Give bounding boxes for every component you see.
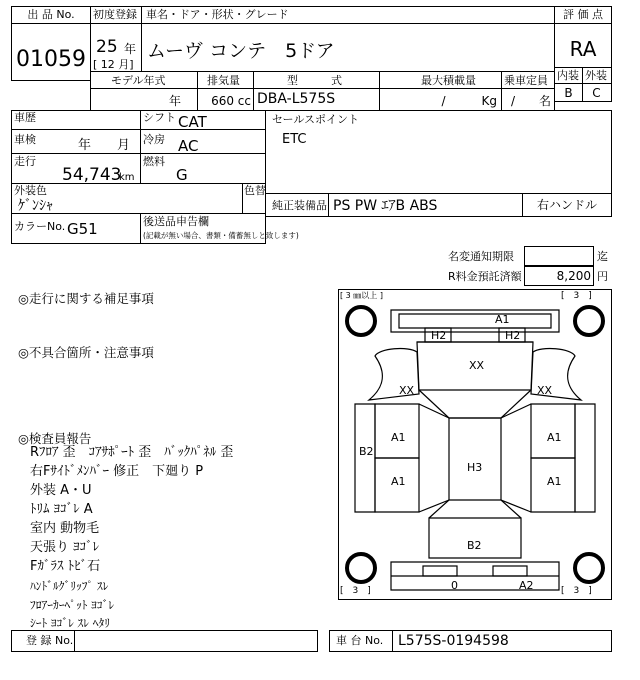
lot-label: 出 品 No.: [27, 8, 75, 21]
interior-label: 内装: [557, 69, 579, 82]
report-line: ﾌﾛｱｰｶｰﾍﾟｯﾄ ﾖｺﾞﾚ: [30, 598, 115, 612]
model-code: DBA-L575S: [257, 91, 336, 107]
report-line: Fｶﾞﾗｽ ﾄﾋﾞ石: [30, 559, 101, 574]
mark-rear-bumper-left: 0: [451, 579, 458, 592]
sales-point-label: セールスポイント: [272, 113, 360, 126]
mileage-value: 54,743: [62, 165, 122, 185]
first-registration-box: [90, 6, 142, 72]
report-line: ﾄﾘﾑ ﾖｺﾞﾚ A: [30, 502, 93, 517]
mark-left-side: B2: [359, 445, 374, 458]
reg-year: 25: [96, 37, 118, 57]
defects-heading: ◎不具合箇所・注意事項: [18, 345, 154, 360]
reg-no-label: 登 録 No.: [26, 634, 74, 647]
inspection-value: 年 月: [78, 138, 131, 153]
equipment-value: PS PW ｴｱB ABS: [333, 198, 438, 214]
equipment-label: 純正装備品: [272, 199, 327, 212]
car-name-label: 車名・ドア・形状・グレード: [146, 8, 289, 21]
report-line: 室内 動物毛: [30, 521, 100, 536]
recycle-field: [524, 266, 594, 286]
report-line: 天張り ﾖｺﾞﾚ: [30, 540, 100, 555]
tire-front-right: [ 3 ]: [561, 291, 592, 301]
history-label: 車歴: [14, 111, 36, 124]
chassis-box: [329, 630, 612, 652]
mark-rear-bumper: A2: [519, 579, 534, 592]
reg-month: [ 12 月]: [93, 58, 134, 71]
report-line: Rﾌﾛｱ 歪 ｺｱｻﾎﾟｰﾄ 歪 ﾊﾞｯｸﾊﾟﾈﾙ 歪: [30, 445, 234, 460]
exterior-color-label: 外装色: [14, 184, 47, 197]
handle-box: [522, 193, 612, 217]
equipment-box: [265, 193, 523, 217]
reg-year-unit: 年: [124, 42, 137, 56]
mark-back-door: B2: [467, 539, 482, 552]
mark-front-fender-right: XX: [537, 384, 553, 397]
lot-box: [11, 6, 91, 81]
aftermarket-note: (記載が無い場合、書類・備蓄無しと致します): [143, 231, 299, 240]
fuel-value: G: [176, 166, 188, 184]
report-line: 右Fｻｲﾄﾞﾒﾝﾊﾞｰ 修正 下廻り P: [30, 464, 204, 479]
mark-headlight-right: H2: [505, 329, 521, 342]
fuel-label: 燃料: [143, 155, 165, 168]
car-outline: [339, 290, 611, 599]
model-year-label: モデル年式: [111, 74, 166, 87]
inspector-report-heading: ◎検査員報告: [18, 431, 92, 446]
handle-value: 右ハンドル: [536, 198, 597, 212]
mileage-unit: km: [119, 172, 135, 183]
mark-left-rear-door: A1: [391, 475, 406, 488]
mark-roof: H3: [467, 461, 483, 474]
chassis-no: L575S-0194598: [398, 633, 509, 649]
rating-label: 評 価 点: [563, 8, 603, 21]
aircon-label: 冷房: [143, 133, 165, 146]
color-no-label: カラーNo.: [14, 220, 66, 233]
car-name-box: [141, 6, 555, 72]
model-year-unit: 年: [169, 94, 182, 108]
capacity-value: / 名: [510, 94, 551, 108]
reg-no-box: [11, 630, 318, 652]
shift-label: シフト: [143, 111, 176, 124]
exterior-grade: C: [592, 86, 601, 100]
exterior-color-value: ｹﾞﾝｼｬ: [18, 198, 53, 214]
aircon-value: AC: [178, 137, 199, 155]
sales-point-value: ETC: [282, 132, 307, 147]
tire-rear-left: [ 3 ]: [340, 586, 371, 596]
name-change-label: 名変通知期限: [448, 250, 514, 263]
rating-value: RA: [569, 37, 597, 61]
report-line: ｼｰﾄ ﾖｺﾞﾚ ｽﾚ ﾍﾀﾘ: [30, 616, 110, 630]
mark-left-front-door: A1: [391, 431, 406, 444]
max-load-label: 最大積載量: [421, 74, 476, 87]
report-line: 外装 A・U: [30, 483, 92, 498]
mark-right-front-door: A1: [547, 431, 562, 444]
sales-point-box: [265, 110, 612, 194]
shift-value: CAT: [178, 113, 207, 131]
mark-front-fender-left: XX: [399, 384, 415, 397]
chassis-label: 車 台 No.: [336, 634, 384, 647]
tire-rear-right: [ 3 ]: [561, 586, 592, 596]
tire-front-left: [ 3 ㎜以上 ]: [340, 291, 383, 300]
mark-right-rear-door: A1: [547, 475, 562, 488]
exterior-label: 外装: [585, 69, 607, 82]
max-load-value: / Kg: [441, 94, 497, 108]
type-label: 型 式: [287, 74, 342, 87]
aftermarket-label: 後送品申告欄: [143, 215, 209, 228]
lot-number: 01059: [16, 47, 86, 72]
rating-box: [554, 6, 612, 102]
report-line: ﾊﾝﾄﾞﾙｸﾞﾘｯﾌﾟ ｽﾚ: [30, 579, 109, 593]
capacity-label: 乗車定員: [504, 74, 548, 87]
name-change-field: [524, 246, 594, 266]
color-change-label: 色替: [244, 184, 266, 197]
mark-front-bumper: A1: [495, 313, 510, 326]
recycle-value: 8,200: [556, 269, 591, 283]
recycle-unit: 円: [597, 270, 608, 283]
color-no-value: G51: [67, 220, 98, 238]
car-name: ムーヴ コンテ 5ドア: [147, 40, 335, 62]
mark-headlight-left: H2: [431, 329, 447, 342]
driving-supplement-heading: ◎走行に関する補足事項: [18, 291, 154, 306]
recycle-label: R料金預託済額: [448, 270, 522, 283]
car-diagram: [338, 289, 612, 600]
interior-grade: B: [564, 86, 573, 100]
first-reg-label: 初度登録: [93, 8, 137, 21]
inspection-label: 車検: [14, 133, 36, 146]
spec-row: [90, 71, 555, 111]
displacement-value: 660 cc: [211, 94, 251, 108]
displacement-label: 排気量: [207, 74, 240, 87]
mileage-label: 走行: [14, 155, 36, 168]
mark-hood: XX: [469, 359, 485, 372]
name-change-unit: 迄: [597, 250, 608, 263]
